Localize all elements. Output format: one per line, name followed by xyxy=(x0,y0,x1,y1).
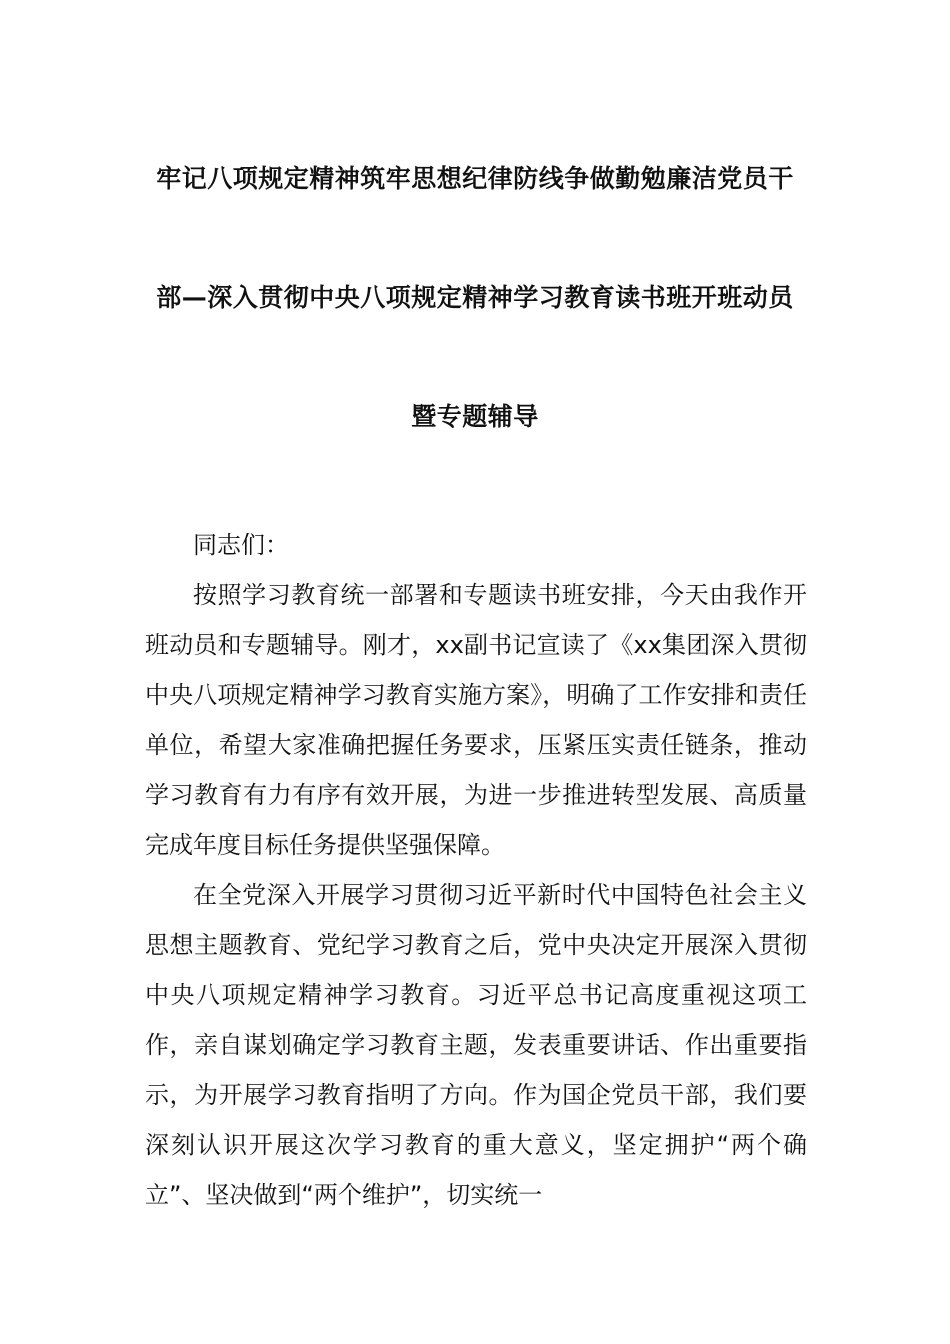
paragraph-2: 在全党深入开展学习贯彻习近平新时代中国特色社会主义思想主题教育、党纪学习教育之后，党中央决定开展深入贯彻中央八项规定精神学习教育。习近平总书记高度重视这项工作，亲自谋划确定学习教育主题，发表重要讲话、作出重要指示，为开展学习教育指明了方向。作为国企党员干部，我们要深刻认识开展这次学习教育的重大意义，坚定拥护“两个确立”、坚决做到“两个维护”，切实统一 xyxy=(145,881,807,1209)
paragraph-1: 按照学习教育统一部署和专题读书班安排，今天由我作开班动员和专题辅导。刚才，xx副书记宣读了《xx集团深入贯彻中央八项规定精神学习教育实施方案》，明确了工作安排和责任单位，希望大家准确把握任务要求，压紧压实责任链条，推动学习教育有力有序有效开展，为进一步推进转型发展、高质量完成年度目标任务提供坚强保障。 xyxy=(145,581,807,859)
document-title-line-2: 部—深入贯彻中央八项规定精神学习教育读书班开班动员 xyxy=(156,283,794,312)
document-body xyxy=(145,520,807,1220)
greeting: 同志们： xyxy=(193,531,289,559)
document-title-line-1: 牢记八项规定精神筑牢思想纪律防线争做勤勉廉洁党员干 xyxy=(156,164,794,193)
document-title-line-3: 暨专题辅导 xyxy=(411,402,539,431)
